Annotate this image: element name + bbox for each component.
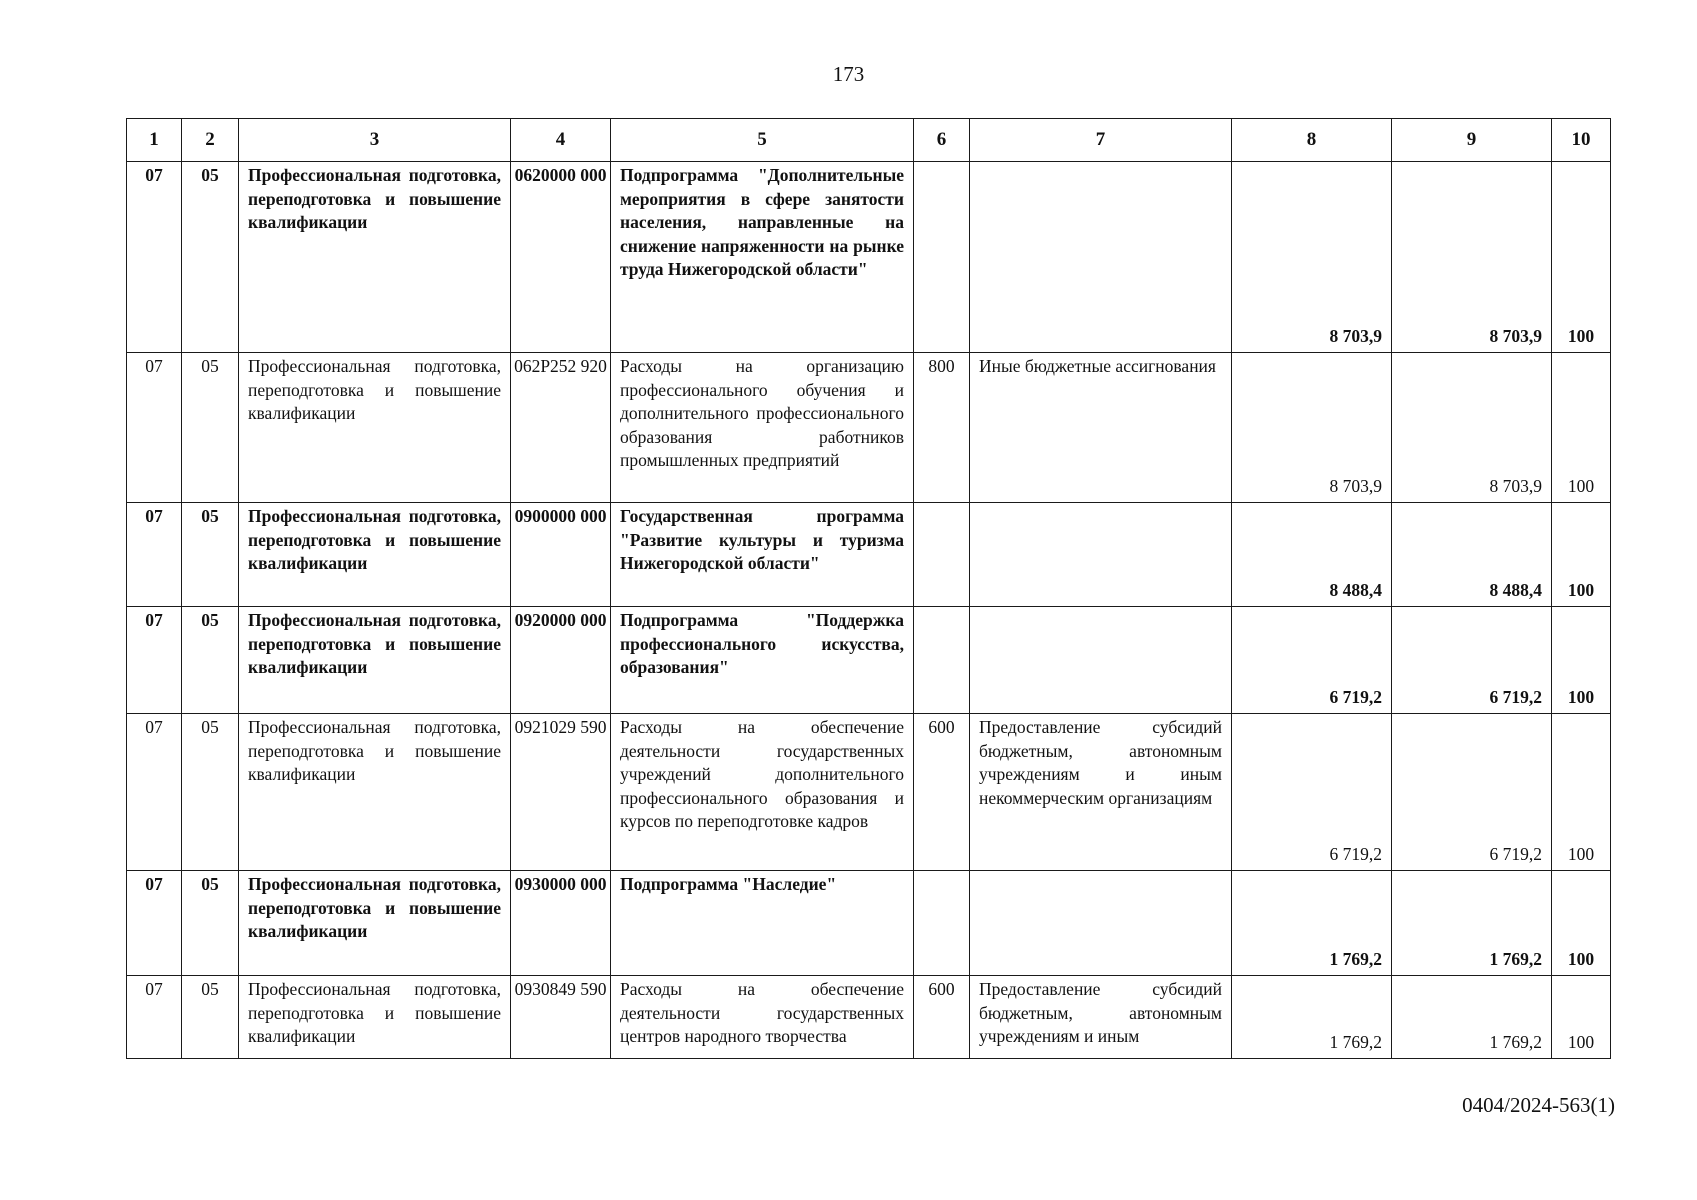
expense-type-name [970, 162, 1232, 353]
execution-percent: 100 [1552, 162, 1611, 353]
section-name: Профессиональная подготовка, переподготовка и повышение квалификации [239, 353, 511, 503]
execution-percent: 100 [1552, 353, 1611, 503]
article-name: Расходы на обеспечение деятельности государственных центров народного творчества [611, 976, 914, 1059]
section-name: Профессиональная подготовка, переподготовка и повышение квалификации [239, 162, 511, 353]
section-code: 07 [127, 714, 182, 871]
section-code: 07 [127, 976, 182, 1059]
section-code: 07 [127, 353, 182, 503]
target-article-code: 0620000 000 [511, 162, 611, 353]
expense-type-name: Иные бюджетные ассигнования [970, 353, 1232, 503]
expense-type-code: 600 [914, 976, 970, 1059]
plan-amount: 6 719,2 [1232, 607, 1392, 714]
header-cell-10: 10 [1552, 119, 1611, 162]
section-code: 07 [127, 503, 182, 607]
target-article-code: 062P252 920 [511, 353, 611, 503]
plan-amount: 1 769,2 [1232, 976, 1392, 1059]
actual-amount: 6 719,2 [1392, 607, 1552, 714]
expense-type-code: 800 [914, 353, 970, 503]
expense-type-code [914, 162, 970, 353]
execution-percent: 100 [1552, 871, 1611, 976]
target-article-code: 0930000 000 [511, 871, 611, 976]
actual-amount: 1 769,2 [1392, 976, 1552, 1059]
table-row [127, 162, 1611, 353]
plan-amount: 1 769,2 [1232, 871, 1392, 976]
section-name: Профессиональная подготовка, переподготовка и повышение квалификации [239, 871, 511, 976]
plan-amount: 8 703,9 [1232, 162, 1392, 353]
header-cell-8: 8 [1232, 119, 1392, 162]
subsection-code: 05 [182, 162, 239, 353]
expense-type-name [970, 607, 1232, 714]
expense-type-code [914, 607, 970, 714]
header-cell-6: 6 [914, 119, 970, 162]
expense-type-name [970, 871, 1232, 976]
expense-type-name: Предоставление субсидий бюджетным, автономным учреждениям и иным некоммерческим организациям [970, 714, 1232, 871]
article-name: Подпрограмма "Поддержка профессионального искусства, образования" [611, 607, 914, 714]
subsection-code: 05 [182, 871, 239, 976]
actual-amount: 8 703,9 [1392, 162, 1552, 353]
subsection-code: 05 [182, 714, 239, 871]
subsection-code: 05 [182, 976, 239, 1059]
table-row [127, 976, 1611, 1059]
subsection-code: 05 [182, 503, 239, 607]
expense-type-name [970, 503, 1232, 607]
table-row [127, 503, 1611, 607]
actual-amount: 1 769,2 [1392, 871, 1552, 976]
expense-type-code: 600 [914, 714, 970, 871]
article-name: Расходы на организацию профессионального обучения и дополнительного профессионального образования работников промышленных предприятий [611, 353, 914, 503]
page-number: 173 [832, 62, 865, 86]
section-name: Профессиональная подготовка, переподготовка и повышение квалификации [239, 607, 511, 714]
execution-percent: 100 [1552, 976, 1611, 1059]
header-cell-3: 3 [239, 119, 511, 162]
article-name: Подпрограмма "Наследие" [611, 871, 914, 976]
header-cell-1: 1 [127, 119, 182, 162]
target-article-code: 0930849 590 [511, 976, 611, 1059]
section-name: Профессиональная подготовка, переподготовка и повышение квалификации [239, 503, 511, 607]
plan-amount: 8 703,9 [1232, 353, 1392, 503]
table-row [127, 714, 1611, 871]
expense-type-name: Предоставление субсидий бюджетным, автономным учреждениям и иным [970, 976, 1232, 1059]
table-row [127, 353, 1611, 503]
header-cell-2: 2 [182, 119, 239, 162]
section-name: Профессиональная подготовка, переподготовка и повышение квалификации [239, 714, 511, 871]
header-row [127, 119, 1611, 162]
actual-amount: 8 488,4 [1392, 503, 1552, 607]
section-code: 07 [127, 871, 182, 976]
section-code: 07 [127, 607, 182, 714]
header-cell-5: 5 [611, 119, 914, 162]
expense-type-code [914, 871, 970, 976]
execution-percent: 100 [1552, 714, 1611, 871]
section-name: Профессиональная подготовка, переподготовка и повышение квалификации [239, 976, 511, 1059]
subsection-code: 05 [182, 607, 239, 714]
expense-type-code [914, 503, 970, 607]
target-article-code: 0920000 000 [511, 607, 611, 714]
header-cell-9: 9 [1392, 119, 1552, 162]
target-article-code: 0921029 590 [511, 714, 611, 871]
document-code: 0404/2024-563(1) [1462, 1093, 1615, 1117]
header-cell-7: 7 [970, 119, 1232, 162]
budget-table [126, 118, 1611, 1059]
execution-percent: 100 [1552, 503, 1611, 607]
table-row [127, 607, 1611, 714]
article-name: Государственная программа "Развитие культуры и туризма Нижегородской области" [611, 503, 914, 607]
subsection-code: 05 [182, 353, 239, 503]
plan-amount: 8 488,4 [1232, 503, 1392, 607]
plan-amount: 6 719,2 [1232, 714, 1392, 871]
header-cell-4: 4 [511, 119, 611, 162]
target-article-code: 0900000 000 [511, 503, 611, 607]
section-code: 07 [127, 162, 182, 353]
execution-percent: 100 [1552, 607, 1611, 714]
actual-amount: 6 719,2 [1392, 714, 1552, 871]
article-name: Подпрограмма "Дополнительные мероприятия в сфере занятости населения, направленные на снижение напряженности на рынке труда Нижегородской области" [611, 162, 914, 353]
actual-amount: 8 703,9 [1392, 353, 1552, 503]
article-name: Расходы на обеспечение деятельности государственных учреждений дополнительного профессионального образования и курсов по переподготовке кадров [611, 714, 914, 871]
table-row [127, 871, 1611, 976]
